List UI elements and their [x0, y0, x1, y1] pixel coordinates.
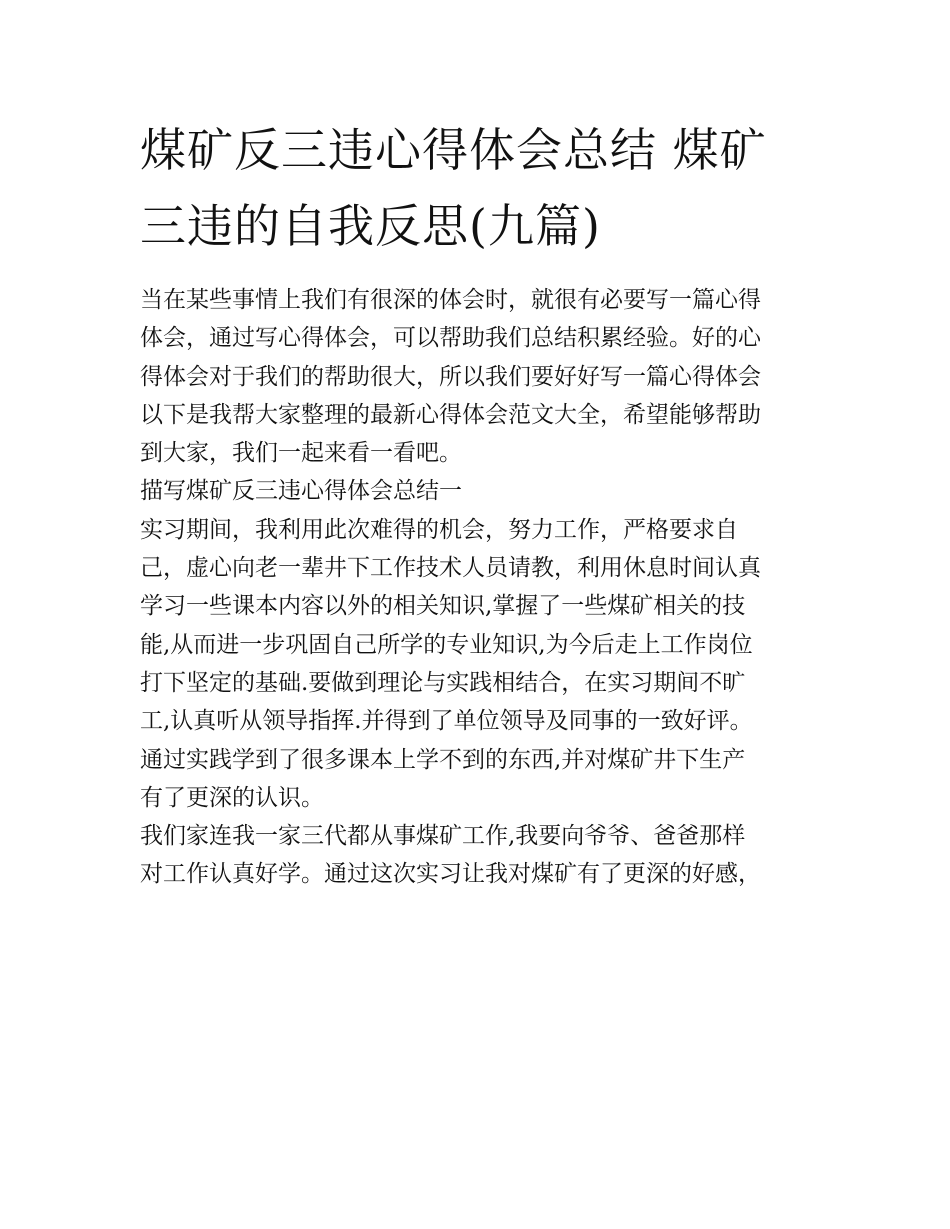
document-body — [140, 281, 830, 894]
text-line: 得体会对于我们的帮助很大，所以我们要好好写一篇心得体会 — [140, 363, 761, 390]
text-line: 有了更深的认识。 — [140, 784, 324, 811]
text-line: 到大家，我们一起来看一看吧。 — [140, 440, 462, 467]
text-line: 我们家连我一家三代都从事煤矿工作,我要向爷爷、爸爸那样 — [140, 823, 746, 850]
body-paragraph-1 — [140, 511, 830, 817]
document-title — [140, 112, 820, 264]
text-line: 能,从而进一步巩固自己所学的专业知识,为今后走上工作岗位 — [140, 631, 753, 658]
text-line: 实习期间，我利用此次难得的机会，努力工作，严格要求自 — [140, 516, 738, 543]
title-line: 煤矿反三违心得体会总结 煤矿 — [140, 123, 767, 177]
title-line: 三违的自我反思(九篇) — [140, 199, 601, 253]
text-line: 以下是我帮大家整理的最新心得体会范文大全，希望能够帮助 — [140, 401, 761, 428]
text-line: 打下坚定的基础.要做到理论与实践相结合，在实习期间不旷 — [140, 669, 746, 696]
text-line: 己，虚心向老一辈井下工作技术人员请教，利用休息时间认真 — [140, 555, 761, 582]
text-line: 通过实践学到了很多课本上学不到的东西,并对煤矿井下生产 — [140, 746, 746, 773]
text-line: 对工作认真好学。通过这次实习让我对煤矿有了更深的好感， — [140, 861, 761, 888]
text-line: 工,认真听从领导指挥.并得到了单位领导及同事的一致好评。 — [140, 708, 753, 735]
body-paragraph-2 — [140, 817, 830, 894]
text-line: 学习一些课本内容以外的相关知识,掌握了一些煤矿相关的技 — [140, 593, 746, 620]
section-heading: 描写煤矿反三违心得体会总结一 — [140, 478, 462, 505]
text-line: 当在某些事情上我们有很深的体会时，就很有必要写一篇心得 — [140, 287, 761, 313]
intro-paragraph — [140, 281, 830, 472]
text-line: 体会，通过写心得体会，可以帮助我们总结积累经验。好的心 — [140, 325, 761, 352]
